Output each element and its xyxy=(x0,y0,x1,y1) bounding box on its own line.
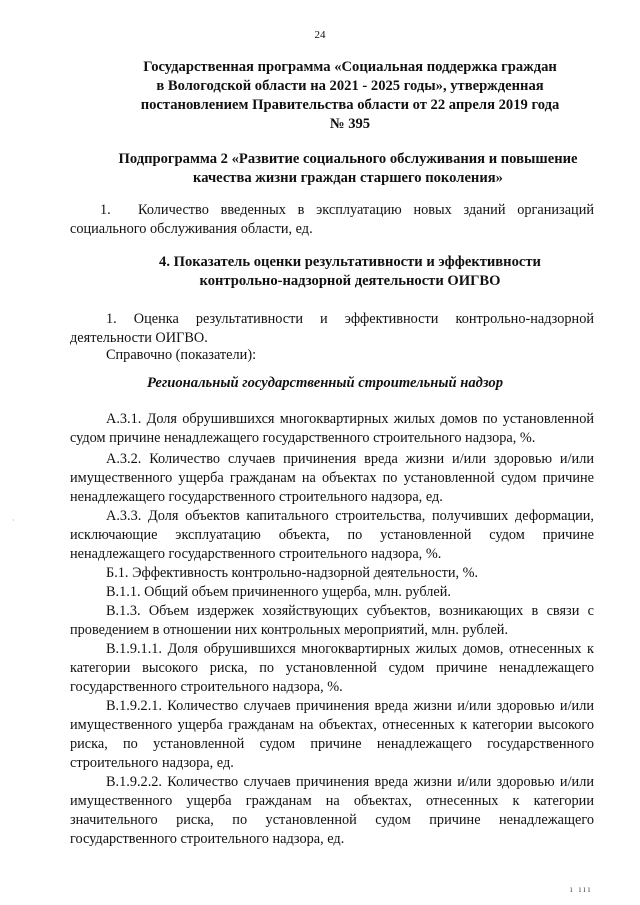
indicator-v13: В.1.3. Объем издержек хозяйствующих субъектов, возникающих в связи с проведением в отношении них контрольных мероприятий, млн. рублей. xyxy=(70,603,594,638)
indicator-a33: А.3.3. Доля объектов капитального строительства, получивших деформации, исключающие эксплуатацию объекта, по установленной судом причине ненадлежащего государственного строительного надзора, %. xyxy=(70,508,594,562)
indicator-v1921: В.1.9.2.1. Количество случаев причинения вреда жизни и/или здоровью и/или имущественного ущерба гражданам на объектах, отнесенных к категории высокого риска, по установленной судом причине ненадлежащего государственного строительного надзора, ед. xyxy=(70,698,594,771)
region-heading: Региональный государственный строительный надзор xyxy=(147,375,503,391)
evaluation-paragraph: 1. Оценка результативности и эффективности контрольно-надзорной деятельности ОИГВО. xyxy=(70,311,594,346)
footer-scan-mark: ı ııı xyxy=(570,884,593,894)
indicators-list xyxy=(70,410,594,849)
indicator-a31: А.3.1. Доля обрушившихся многоквартирных жилых домов по установленной судом причине ненадлежащего государственного строительного надзора, %. xyxy=(70,411,594,446)
scan-margin-mark: · xyxy=(12,516,15,525)
section-4-heading: 4. Показатель оценки результативности и эффективности контрольно-надзорной деятельности ОИГВО xyxy=(159,254,541,289)
item-number: 1. xyxy=(100,202,111,218)
indicator-v1911: В.1.9.1.1. Доля обрушившихся многоквартирных жилых домов, отнесенных к категории высокого риска, по установленной судом причине ненадлежащего государственного строительного надзора, %. xyxy=(70,641,594,695)
page-number: 24 xyxy=(314,29,326,41)
program-title: Государственная программа «Социальная поддержка граждан в Вологодской области на 2021 - 2025 годы», утвержденная постановлением Правительства области от 22 апреля 2019 года № 395 xyxy=(140,59,560,132)
subprogram-title: Подпрограмма 2 «Развитие социального обслуживания и повышение качества жизни граждан старшего поколения» xyxy=(118,151,578,186)
item-text: Количество введенных в эксплуатацию новых зданий организаций социального обслуживания области, ед. xyxy=(70,202,594,237)
indicator-a32: А.3.2. Количество случаев причинения вреда жизни и/или здоровью и/или имущественного ущерба гражданам на объектах по установленной судом причине ненадлежащего государственного строительного надзора, ед. xyxy=(70,451,594,505)
indicator-v11: В.1.1. Общий объем причиненного ущерба, млн. рублей. xyxy=(106,584,451,600)
indicator-v1922: В.1.9.2.2. Количество случаев причинения вреда жизни и/или здоровью и/или имущественного ущерба гражданам на объектах, отнесенных к категории значительного риска, по установленной судом причине ненадлежащего государственного строительного надзора, ед. xyxy=(70,774,594,847)
indicator-item-1 xyxy=(70,201,594,239)
indicator-b1: Б.1. Эффективность контрольно-надзорной деятельности, %. xyxy=(106,565,479,581)
reference-label: Справочно (показатели): xyxy=(106,347,257,363)
